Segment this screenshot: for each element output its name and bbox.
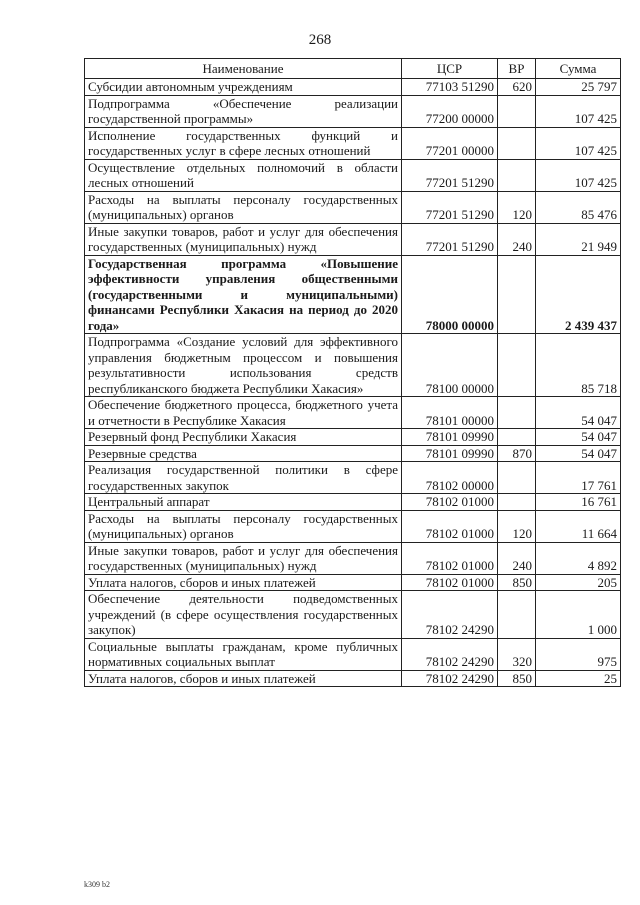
row-sum: 17 761 xyxy=(536,462,621,494)
row-code: 78102 24290 xyxy=(402,638,498,670)
row-code: 78101 09990 xyxy=(402,445,498,462)
row-code: 77201 00000 xyxy=(402,127,498,159)
row-vr: 850 xyxy=(498,670,536,687)
row-sum: 21 949 xyxy=(536,223,621,255)
row-sum: 85 718 xyxy=(536,334,621,397)
budget-table xyxy=(84,58,621,687)
table-row xyxy=(85,95,621,127)
header-sum: Сумма xyxy=(536,59,621,79)
table-row xyxy=(85,510,621,542)
row-sum: 25 797 xyxy=(536,79,621,96)
row-vr xyxy=(498,591,536,639)
row-name: Иные закупки товаров, работ и услуг для обеспечения государственных (муниципальных) нужд xyxy=(85,542,402,574)
row-name: Обеспечение бюджетного процесса, бюджетного учета и отчетности в Республике Хакасия xyxy=(85,397,402,429)
table-row xyxy=(85,159,621,191)
table-row xyxy=(85,670,621,687)
table-row xyxy=(85,638,621,670)
row-name: Государственная программа «Повышение эффективности управления общественными (государственными и муниципальными) финансами Республики Хакасия на период до 2020 года» xyxy=(85,255,402,334)
row-code: 78102 24290 xyxy=(402,591,498,639)
row-sum: 107 425 xyxy=(536,159,621,191)
row-vr: 620 xyxy=(498,79,536,96)
row-name: Расходы на выплаты персоналу государственных (муниципальных) органов xyxy=(85,191,402,223)
row-code: 77103 51290 xyxy=(402,79,498,96)
row-code: 77201 51290 xyxy=(402,223,498,255)
row-sum: 1 000 xyxy=(536,591,621,639)
row-code: 78000 00000 xyxy=(402,255,498,334)
row-vr: 320 xyxy=(498,638,536,670)
row-vr: 870 xyxy=(498,445,536,462)
row-vr xyxy=(498,494,536,511)
row-name: Иные закупки товаров, работ и услуг для обеспечения государственных (муниципальных) нужд xyxy=(85,223,402,255)
row-sum: 975 xyxy=(536,638,621,670)
row-sum: 205 xyxy=(536,574,621,591)
row-vr: 850 xyxy=(498,574,536,591)
row-vr xyxy=(498,429,536,446)
row-code: 78102 01000 xyxy=(402,494,498,511)
row-sum: 54 047 xyxy=(536,445,621,462)
row-name: Исполнение государственных функций и государственных услуг в сфере лесных отношений xyxy=(85,127,402,159)
row-sum: 16 761 xyxy=(536,494,621,511)
row-vr: 120 xyxy=(498,191,536,223)
row-name: Уплата налогов, сборов и иных платежей xyxy=(85,574,402,591)
row-vr xyxy=(498,462,536,494)
row-code: 77200 00000 xyxy=(402,95,498,127)
table-row xyxy=(85,542,621,574)
row-vr: 120 xyxy=(498,510,536,542)
footer-code: k309 b2 xyxy=(84,880,110,889)
row-code: 77201 51290 xyxy=(402,159,498,191)
table-row xyxy=(85,255,621,334)
header-code: ЦСР xyxy=(402,59,498,79)
table-row xyxy=(85,445,621,462)
row-sum: 107 425 xyxy=(536,95,621,127)
row-sum: 85 476 xyxy=(536,191,621,223)
row-sum: 54 047 xyxy=(536,397,621,429)
table-body xyxy=(85,79,621,687)
row-name: Уплата налогов, сборов и иных платежей xyxy=(85,670,402,687)
table-row xyxy=(85,223,621,255)
row-name: Реализация государственной политики в сфере государственных закупок xyxy=(85,462,402,494)
row-code: 78100 00000 xyxy=(402,334,498,397)
row-name: Подпрограмма «Обеспечение реализации государственной программы» xyxy=(85,95,402,127)
row-code: 78102 01000 xyxy=(402,510,498,542)
row-vr xyxy=(498,95,536,127)
row-name: Подпрограмма «Создание условий для эффективного управления бюджетным процессом и повышения результативности использования средств республиканского бюджета Республики Хакасия» xyxy=(85,334,402,397)
table-row xyxy=(85,574,621,591)
row-sum: 2 439 437 xyxy=(536,255,621,334)
table-row xyxy=(85,127,621,159)
row-sum: 4 892 xyxy=(536,542,621,574)
header-name: Наименование xyxy=(85,59,402,79)
row-name: Центральный аппарат xyxy=(85,494,402,511)
row-vr xyxy=(498,255,536,334)
row-vr xyxy=(498,127,536,159)
row-name: Резервные средства xyxy=(85,445,402,462)
row-name: Резервный фонд Республики Хакасия xyxy=(85,429,402,446)
table-row xyxy=(85,397,621,429)
row-code: 78101 00000 xyxy=(402,397,498,429)
page-number: 268 xyxy=(308,32,332,48)
row-sum: 25 xyxy=(536,670,621,687)
header-vr: ВР xyxy=(498,59,536,79)
table-row xyxy=(85,79,621,96)
row-name: Субсидии автономным учреждениям xyxy=(85,79,402,96)
row-vr: 240 xyxy=(498,542,536,574)
table-header-row xyxy=(85,59,621,79)
row-sum: 54 047 xyxy=(536,429,621,446)
row-vr xyxy=(498,159,536,191)
table-row xyxy=(85,591,621,639)
table-row xyxy=(85,462,621,494)
row-name: Расходы на выплаты персоналу государственных (муниципальных) органов xyxy=(85,510,402,542)
row-vr xyxy=(498,334,536,397)
row-code: 78102 01000 xyxy=(402,574,498,591)
row-code: 78101 09990 xyxy=(402,429,498,446)
table-row xyxy=(85,494,621,511)
table-row xyxy=(85,334,621,397)
row-vr: 240 xyxy=(498,223,536,255)
row-sum: 107 425 xyxy=(536,127,621,159)
table-row xyxy=(85,429,621,446)
row-name: Осуществление отдельных полномочий в области лесных отношений xyxy=(85,159,402,191)
row-code: 78102 24290 xyxy=(402,670,498,687)
row-code: 78102 01000 xyxy=(402,542,498,574)
row-vr xyxy=(498,397,536,429)
row-sum: 11 664 xyxy=(536,510,621,542)
row-name: Социальные выплаты гражданам, кроме публичных нормативных социальных выплат xyxy=(85,638,402,670)
row-name: Обеспечение деятельности подведомственных учреждений (в сфере осуществления государственных закупок) xyxy=(85,591,402,639)
table-row xyxy=(85,191,621,223)
row-code: 77201 51290 xyxy=(402,191,498,223)
row-code: 78102 00000 xyxy=(402,462,498,494)
